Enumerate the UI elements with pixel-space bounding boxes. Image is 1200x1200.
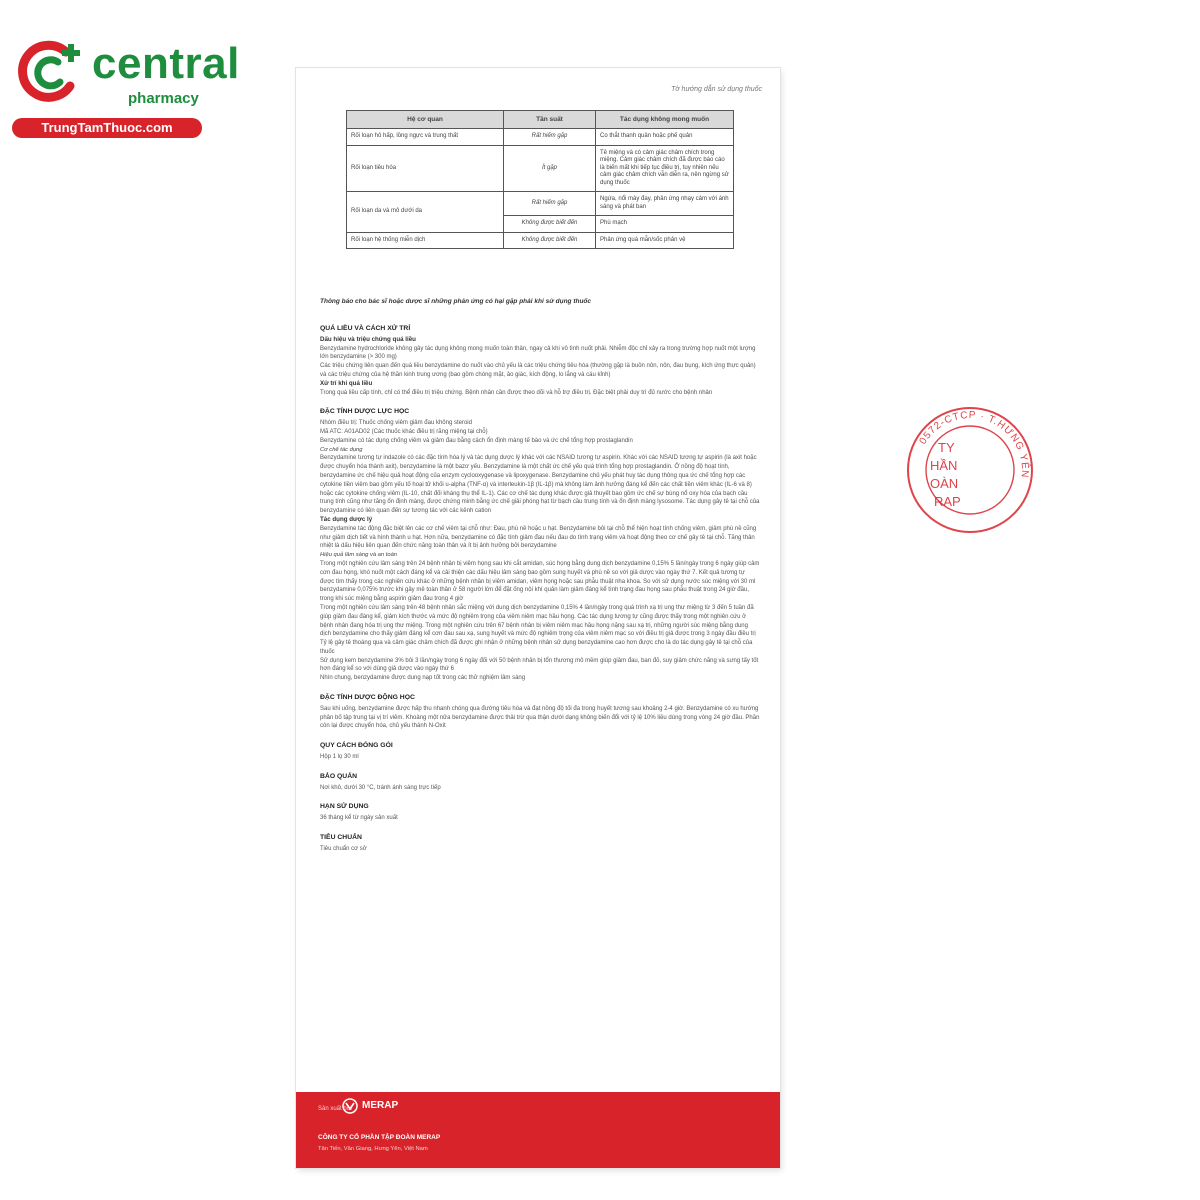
table-cell-effect: Tê miệng và có cảm giác châm chích trong miệng. Cảm giác châm chích đã được báo cáo là biến mất khi tiếp tục điều trị, tuy nhiên nếu cảm giác châm chích vẫn diễn ra, nên ngừng sử dụng thuốc [596,145,734,192]
table-header: Tác dụng không mong muốn [596,111,734,129]
table-row [347,145,734,192]
company-seal-stamp [900,400,1040,540]
paragraph: Benzydamine có tác dụng chống viêm và giảm đau bằng cách ổn định màng tế bào và ức chế tổng hợp prostaglandin [320,437,633,444]
expiry-section [320,803,760,823]
logo-url-badge[interactable]: TrungTamThuoc.com [12,118,202,138]
merap-logo-icon [342,1098,358,1114]
stamp-line: HẦN [930,458,958,473]
paragraph: Sau khi uống, benzydamine được hấp thu nhanh chóng qua đường tiêu hóa và đạt nồng độ tối đa trong huyết tương sau khoảng 2-4 giờ. Benzydamine có xu hướng phân bố tập trung tại vị trí viêm. Khoảng một nửa benzydamine được thải trừ qua thận dưới dạng không biến đổi với tỷ lệ 10% liều dùng trong vòng 24 giờ đầu. Phần còn lại được chuyển hóa, chủ yếu thành N-Oxit [320,705,760,730]
company-address: Tân Tiến, Văn Giang, Hưng Yên, Việt Nam [318,1146,428,1152]
paragraph: Sử dụng kem benzydamine 3% bôi 3 lần/ngày trong 6 ngày đối với 50 bệnh nhân bị tổn thương mô mềm giúp giảm đau, ban đỏ, suy giảm chức năng và sưng tấy tốt hơn đáng kể so với dùng giả dược vào ngày thứ 6 [320,657,759,673]
manufacturer-footer [296,1092,780,1168]
subsection-title: Tác dụng dược lý [320,515,373,523]
paragraph: Nhóm điều trị: Thuốc chống viêm giảm đau không steroid [320,420,472,427]
paragraph: Trong một nghiên cứu lâm sàng trên 48 bệnh nhân sắc miệng với dung dịch benzydamine 0,15% 4 lần/ngày trong quá trình xạ trị ung thư miệng từ 3 đến 5 tuần đã giúp giảm đau đáng kể, giảm kích thước và mức độ nghiêm trọng của viêm niêm mạc hầu họng. Các tác dụng tương tự cũng được thấy trong một nghiên cứu ở bệnh nhân đang hóa trị ung thư miệng. Trong một nghiên cứu trên 67 bệnh nhân bị viêm niêm mạc hầu họng nặng sau xạ trị, những người súc miệng bằng dung dịch benzydamine cho thấy giảm đáng kể cơn đau sau xạ, sung huyết và mức độ nghiêm trọng của viêm niêm mạc so với điều trị giả được trong 3 ngày đầu điều trị [320,604,756,638]
leaflet-header-note: Tờ hướng dẫn sử dụng thuốc [671,86,762,93]
table-cell-effect: Phản ứng quá mẫn/sốc phản vệ [596,232,734,249]
pharmacy-c-cross-icon [14,36,86,108]
adverse-report-notice: Thông báo cho bác sĩ hoặc dược sĩ những phản ứng có hại gặp phải khi sử dụng thuốc [320,298,592,305]
paragraph: Nhìn chung, benzydamine được dung nạp tốt trong các thử nghiệm lâm sàng [320,675,526,682]
table-cell-frequency: Không được biết đến [504,216,596,233]
table-cell-organ: Rối loạn hô hấp, lồng ngực và trung thất [347,129,504,146]
paragraph: Mã ATC: A01AD02 (Các thuốc khác điều trị răng miệng tại chỗ) [320,428,488,435]
subsection-title: Xử trí khi quá liều [320,379,373,387]
table-cell-organ: Rối loạn hệ thống miễn dịch [347,232,504,249]
overdose-section [320,325,760,397]
subsection-title: Cơ chế tác dụng [320,446,363,453]
paragraph: Benzydamine tương tự indazole có các đặc tính hóa lý và tác dụng dược lý khác với các NSAID tương tự aspirin. Khác với các NSAID tương tự aspirin (là axit hoặc được chuyển hóa thành axit), benzydamine là một bazơ yếu. Benzydamine là một chất ức chế yếu quá trình tổng hợp prostaglandin. Ở nồng độ hoạt tính, benzydamine ức chế hiệu quả hoạt động của enzym cyclooxygenase và lipoxygenase. Benzydamine chủ yếu phát huy tác dụng thông qua ức chế tổng hợp các cytokine tiền viêm bao gồm yếu tố hoại tử khối u-alpha (TNF-α) và interleukin-1β (IL-1β) mà không làm ảnh hưởng đáng kể đến các chất tiền viêm khác (IL-6 và 8) hoặc các cytokine chống viêm (IL-10, chất đối kháng thụ thể IL-1). Các cơ chế tác dụng khác được giả thuyết bao gồm ức chế sự bùng nổ oxy hóa của bạch cầu trung tính cũng như tăng ổn định màng, được chứng minh bằng ức chế giải phóng hạt từ bạch cầu trung tính và ổn định màng lysosome. Tác dụng gây tê tại chỗ của benzydamine có liên quan đến sự tương tác với các kênh cation [320,455,760,515]
paragraph: Benzydamine hydrochloride không gây tác dụng không mong muốn toàn thân, ngay cả khi vô tình nuốt phải. Nhiễm độc chỉ xảy ra trong trường hợp nuốt một lượng lớn benzydamine (> 300 mg) [320,345,756,361]
leaflet-content [320,325,760,865]
paragraph: Trong quá liều cấp tính, chỉ có thể điều trị triệu chứng. Bệnh nhân cần được theo dõi và hỗ trợ điều trị. Đặc biệt phải duy trì đủ nước cho bệnh nhân [320,389,713,396]
logo-subtitle: pharmacy [128,90,199,107]
table-cell-frequency: Không được biết đến [504,232,596,249]
subsection-title: Hiệu quả lâm sàng và an toàn [320,552,398,559]
table-header: Tần suất [504,111,596,129]
table-cell-frequency: Ít gặp [504,145,596,192]
section-title: BẢO QUẢN [320,772,358,780]
paragraph: Hộp 1 lọ 30 ml [320,754,359,761]
table-row [347,192,734,216]
stamp-line: OÀN [930,476,959,491]
table-row [347,129,734,146]
pharmacokinetics-section [320,694,760,731]
adverse-effects-table [346,110,734,249]
table-cell-effect: Phù mạch [596,216,734,233]
table-cell-organ: Rối loạn da và mô dưới da [347,192,504,233]
central-pharmacy-logo[interactable] [8,32,238,142]
logo-name: central [92,39,240,88]
stamp-line: RAP [934,494,961,509]
table-header-row [347,111,734,129]
stamp-ring-text: 0572-CTCP · T.HƯNG YÊN [917,409,1031,479]
table-cell-frequency: Rất hiếm gặp [504,192,596,216]
paragraph: Tiêu chuẩn cơ sở [320,845,367,852]
standard-section [320,834,760,854]
pharmacodynamics-section [320,408,760,683]
table-cell-effect: Co thắt thanh quản hoặc phế quản [596,129,734,146]
leaflet-page [296,68,780,1168]
table-cell-frequency: Rất hiếm gặp [504,129,596,146]
packaging-section [320,742,760,762]
section-title: ĐẶC TÍNH DƯỢC ĐỘNG HỌC [320,694,415,702]
table-row [347,232,734,249]
paragraph: Trong một nghiên cứu lâm sàng trên 24 bệnh nhân bị viêm họng sau khi cắt amidan, súc họng bằng dung dịch benzydamine 0,15% 5 lần/ngày trong 6 ngày giúp cảm cơn đau họng, khó nuốt một cách đáng kể và cải thiện các dấu hiệu lâm sàng bao gồm sung huyết và phù nề so với giả dược vào ngày thứ 7. Kết quả tương tự được tìm thấy trong các nghiên cứu khác ở những bệnh nhân bị viêm amidan, viêm họng hoặc sau phẫu thuật nha khoa. So với sử dụng nước súc miệng với 30 ml benzydamine 0,075% trước khi gây mê toàn thân ở 58 người lớn để đặt ống nội khí quản làm giảm đáng kể tình trạng đau họng sau phẫu thuật trong 24 giờ đầu, trong khi súc miệng bằng aspirin giảm đau trong 4 giờ [320,560,760,603]
merap-brand: MERAP [362,1100,399,1111]
paragraph: 36 tháng kể từ ngày sản xuất [320,815,398,822]
section-title: QUÁ LIỀU VÀ CÁCH XỬ TRÍ [320,325,411,332]
section-title: QUY CÁCH ĐÓNG GÓI [320,742,393,750]
table-cell-effect: Ngứa, nổi mày đay, phản ứng nhạy cảm với ánh sáng và phát ban [596,192,734,216]
section-title: ĐẶC TÍNH DƯỢC LỰC HỌC [320,408,410,416]
paragraph: Benzydamine tác động đặc biệt lên các cơ chế viêm tại chỗ như: Đau, phù nề hoặc u hạt. Benzydamine bôi tại chỗ thể hiện hoạt tính chống viêm, giảm phù nề cũng như giảm dịch tiết và hình thành u hạt. Hơn nữa, benzydamine có đặc tính giảm đau nếu đau do tình trạng viêm và hoạt động theo cơ chế gây tê tại chỗ. Tăng thân nhiệt là dấu hiệu liên quan đến chức năng toàn thân và ít bị ảnh hưởng bởi benzydamine [320,525,757,550]
paragraph: Nơi khô, dưới 30 °C, tránh ánh sáng trực tiếp [320,784,441,791]
paragraph: Các triệu chứng liên quan đến quá liều benzydamine do nuốt vào chủ yếu là các triệu chứng tiêu hóa (thường gặp là buồn nôn, nôn, đau bụng, kích ứng thực quản) và các triệu chứng của hệ thần kinh trung ương (bao gồm chóng mặt, ảo giác, kích động, lo lắng và cáu kỉnh) [320,363,756,378]
table-cell-organ: Rối loạn tiêu hóa [347,145,504,192]
section-title: HẠN SỬ DỤNG [320,803,369,811]
section-title: TIÊU CHUẨN [320,834,362,842]
produced-by-label: Sản xuất bởi [318,1106,352,1112]
stamp-line: TY [938,440,955,455]
paragraph: Tỷ lệ gây tê thoáng qua và cảm giác châm chích đã được ghi nhận ở những bệnh nhân sử dụng benzydamine cao hơn được cho là do tác dụng gây tê tại chỗ của thuốc [320,640,753,655]
company-name: CÔNG TY CỔ PHẦN TẬP ĐOÀN MERAP [318,1134,441,1141]
storage-section [320,773,760,793]
subsection-title: Dấu hiệu và triệu chứng quá liều [320,335,416,343]
table-header: Hệ cơ quan [347,111,504,129]
